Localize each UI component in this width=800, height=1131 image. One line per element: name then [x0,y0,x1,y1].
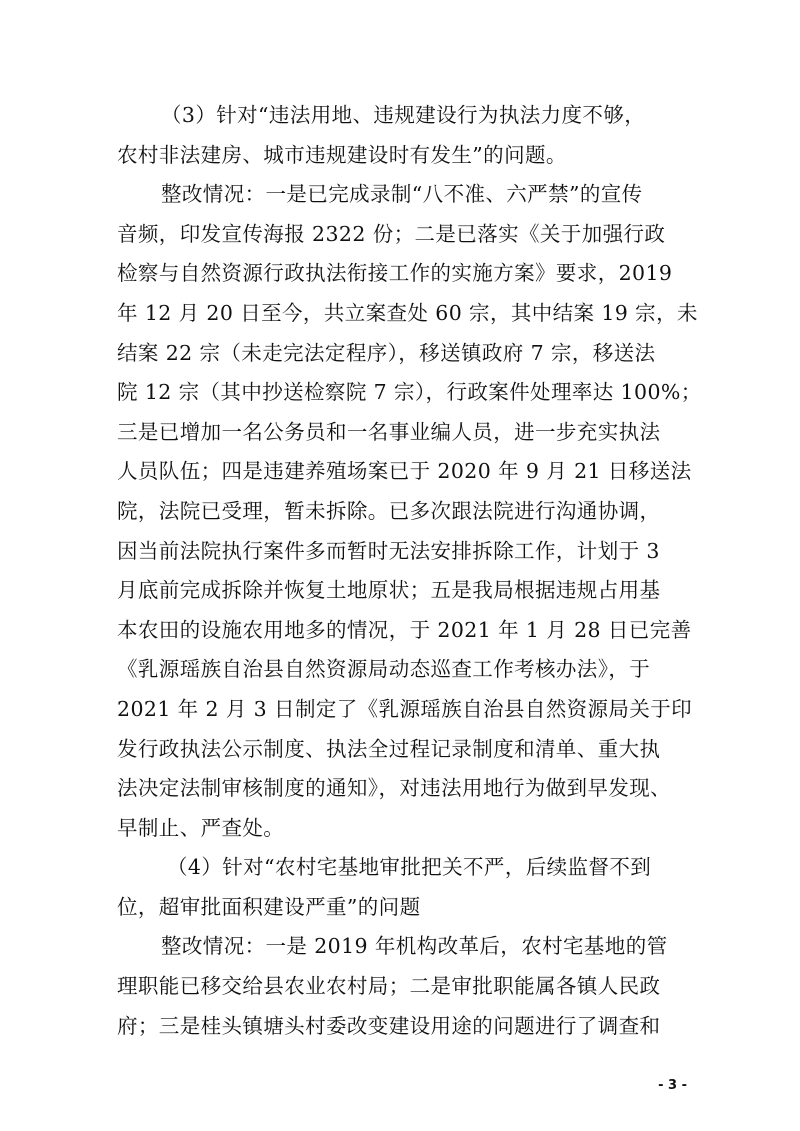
rectification-1-line-6: 院 12 宗（其中抄送检察院 7 宗），行政案件处理率达 100%； [117,380,702,405]
rectification-1-line-2: 音频，印发宣传海报 2322 份；二是已落实《关于加强行政 [117,221,666,246]
paragraph-3-heading-line-2: 农村非法建房、城市违规建设时有发生”的问题。 [117,142,567,167]
rectification-1-line-3: 检察与自然资源行政执法衔接工作的实施方案》要求，2019 [117,261,673,286]
rectification-1-line-17: 早制止、严查处。 [117,815,285,840]
paragraph-4-heading-line-1: （4）针对“农村宅基地审批把关不严，后续监督不到 [167,855,652,880]
rectification-1-line-11: 月底前完成拆除并恢复土地原状；五是我局根据违规占用基 [117,578,661,603]
rectification-2-line-2: 理职能已移交给县农业农村局；二是审批职能属各镇人民政 [117,974,661,999]
paragraph-3-heading-line-1: （3）针对“违法用地、违规建设行为执法力度不够， [161,103,646,127]
rectification-1-line-15: 发行政执法公示制度、执法全过程记录制度和清单、重大执 [117,736,661,761]
rectification-2-line-3: 府；三是桂头镇塘头村委改变建设用途的问题进行了调查和 [117,1013,661,1038]
rectification-1-line-10: 因当前法院执行案件多而暂时无法安排拆除工作，计划于 3 [117,538,660,563]
page-number: - 3 - [658,1078,687,1093]
rectification-1-line-1: 整改情况：一是已完成录制“八不准、六严禁”的宣传 [161,182,643,207]
document-body [117,96,702,1046]
rectification-1-line-14: 2021 年 2 月 3 日制定了《乳源瑶族自治县自然资源局关于印 [117,696,693,721]
rectification-1-line-13: 《乳源瑶族自治县自然资源局动态巡查工作考核办法》，于 [117,657,651,682]
rectification-1-line-12: 本农田的设施农用地多的情况，于 2021 年 1 月 28 日已完善 [117,617,692,642]
rectification-1-line-16: 法决定法制审核制度的通知》，对违法用地行为做到早发现、 [117,776,672,801]
rectification-1-line-4: 年 12 月 20 日至今，共立案查处 60 宗，其中结案 19 宗，未 [117,300,698,325]
rectification-1-line-8: 人员队伍；四是违建养殖场案已于 2020 年 9 月 21 日移送法 [117,459,692,484]
paragraph-4-heading-line-2: 位，超审批面积建设严重”的问题 [117,894,421,919]
rectification-2-line-1: 整改情况：一是 2019 年机构改革后，农村宅基地的管 [161,934,668,959]
rectification-1-line-9: 院，法院已受理，暂未拆除。已多次跟法院进行沟通协调， [117,498,661,523]
rectification-1-line-7: 三是已增加一名公务员和一名事业编人员，进一步充实执法 [117,419,661,444]
rectification-1-line-5: 结案 22 宗（未走完法定程序），移送镇政府 7 宗，移送法 [117,340,656,365]
